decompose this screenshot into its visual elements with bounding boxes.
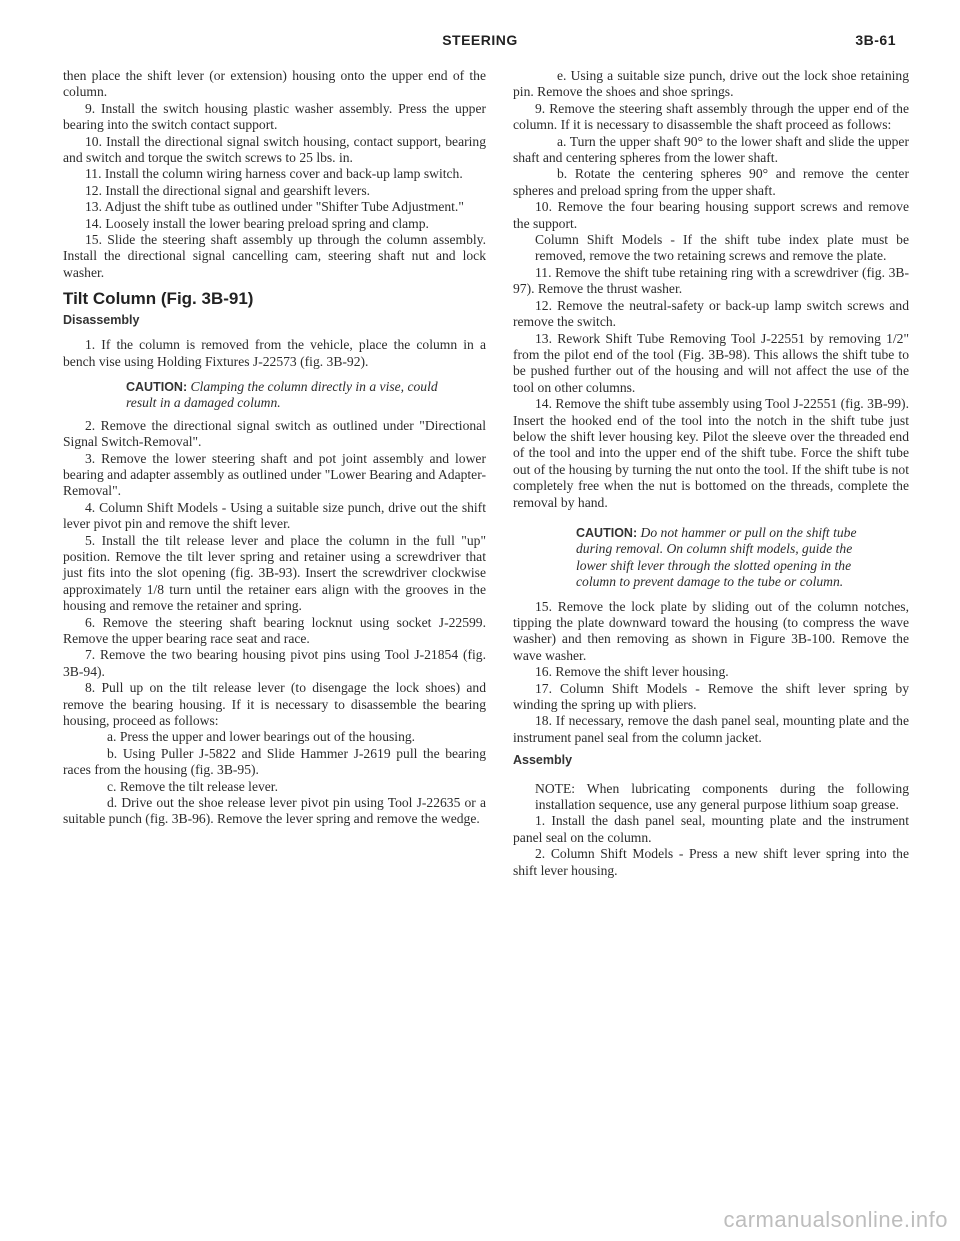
caution-label: CAUTION: xyxy=(126,379,188,394)
step: 1. Install the dash panel seal, mounting plate and the instrument panel seal on the column. xyxy=(513,813,909,845)
note: NOTE: When lubricating components during the following installation sequence, use any general purpose lithium soap grease. xyxy=(535,780,909,813)
substep: b. Using Puller J-5822 and Slide Hammer J-2619 pull the bearing races from the housing (fig. 3B-95). xyxy=(63,745,486,778)
step: 15. Slide the steering shaft assembly up through the column assembly. Install the directional signal cancelling cam, steering shaft nut and lock washer. xyxy=(63,232,486,280)
substep: d. Drive out the shoe release lever pivot pin using Tool J-22635 or a suitable punch (fig. 3B-96). Remove the lever spring and remove the wedge. xyxy=(63,795,486,827)
page-header xyxy=(0,32,960,54)
caution-text: Do not hammer or pull on the shift tube during removal. On column shift models, guide the lower shift lever through the slotted opening in the column to prevent damage to the tube or column. xyxy=(576,524,857,590)
step: 12. Install the directional signal and gearshift levers. xyxy=(85,182,371,198)
caution-label: CAUTION: xyxy=(576,525,638,540)
step: 8. Pull up on the tilt release lever (to disengage the lock shoes) and remove the bearing housing. If it is necessary to disassemble the bearing housing, proceed as follows: xyxy=(63,680,486,729)
step: 16. Remove the shift lever housing. xyxy=(535,664,729,680)
step: 5. Install the tilt release lever and place the column in the full "up" position. Remove the tilt lever spring and retainer using a screwdriver that just fits into the slot opening (fig. 3B-93). Insert the screwdriver clockwise approximately 1/8 turn until the retainer ears align with the grooves in the housing and remove the retainer and spring. xyxy=(63,532,486,614)
step: 2. Column Shift Models - Press a new shift lever spring into the shift lever housing. xyxy=(513,846,909,878)
step: 18. If necessary, remove the dash panel seal, mounting plate and the instrument panel seal from the column jacket. xyxy=(513,713,909,745)
step: 13. Adjust the shift tube as outlined under "Shifter Tube Adjustment." xyxy=(85,199,464,215)
caution-block xyxy=(63,379,486,412)
step: 9. Remove the steering shaft assembly through the upper end of the column. If it is necessary to disassemble the shaft proceed as follows: xyxy=(513,100,909,133)
left-column xyxy=(63,68,486,828)
step: 11. Install the column wiring harness cover and back-up lamp switch. xyxy=(85,166,463,182)
step: 11. Remove the shift tube retaining ring with a screwdriver (fig. 3B-97). Remove the thrust washer. xyxy=(513,264,909,297)
step: 14. Remove the shift tube assembly using Tool J-22551 (fig. 3B-99). Insert the hooked end of the tool into the notch in the shift tube just below the shift lever housing key. Pilot the sleeve over the threaded end of the tool and into the upper end of the shift tube. Force the shift tube out of the housing by turning the nut onto the tool. If the shift tube is not completely free when the nut is bottomed on the threads, complete the removal by hand. xyxy=(513,396,909,510)
substep: c. Remove the tilt release lever. xyxy=(107,778,278,794)
section-title: Tilt Column (Fig. 3B-91) xyxy=(63,289,254,309)
step: 12. Remove the neutral-safety or back-up lamp switch screws and remove the switch. xyxy=(513,297,909,330)
step: 6. Remove the steering shaft bearing locknut using socket J-22599. Remove the upper bearing race seat and race. xyxy=(63,614,486,646)
step: 14. Loosely install the lower bearing preload spring and clamp. xyxy=(85,215,429,231)
right-column xyxy=(513,68,909,879)
paragraph: then place the shift lever (or extension) housing onto the upper end of the column. xyxy=(63,68,486,100)
page-number: 3B-61 xyxy=(855,32,896,48)
step: 9. Install the switch housing plastic washer assembly. Press the upper bearing into the switch contact support. xyxy=(63,100,486,133)
substep: a. Turn the upper shaft 90° to the lower shaft and slide the upper shaft and centering spheres from the lower shaft. xyxy=(513,133,909,166)
watermark: carmanualsonline.info xyxy=(723,1207,948,1232)
step: 1. If the column is removed from the vehicle, place the column in a bench vise using Holding Fixtures J-22573 (fig. 3B-92). xyxy=(63,337,486,369)
step: 13. Rework Shift Tube Removing Tool J-22551 by removing 1/2" from the pilot end of the tool (Fig. 3B-98). This allows the shift tube to be pushed further out of the housing and will not affect the use of the tool on other columns. xyxy=(513,330,909,395)
substep: e. Using a suitable size punch, drive out the lock shoe retaining pin. Remove the shoes and shoe springs. xyxy=(513,68,909,100)
column-shift-note: Column Shift Models - If the shift tube index plate must be removed, remove the two retaining screws and remove the plate. xyxy=(535,232,909,264)
caution-block xyxy=(513,525,909,591)
step: 10. Install the directional signal switch housing, contact support, bearing and switch and torque the switch screws to 25 lbs. in. xyxy=(63,133,486,166)
step: 15. Remove the lock plate by sliding out of the column notches, tipping the plate downward toward the housing (to compress the wave washer) and then removing as shown in Figure 3B-100. Remove the wave washer. xyxy=(513,598,909,663)
substep: b. Rotate the centering spheres 90° and remove the center spheres and preload spring from the upper shaft. xyxy=(513,166,909,198)
page-title: STEERING xyxy=(442,32,518,48)
step: 4. Column Shift Models - Using a suitable size punch, drive out the shift lever pivot pin and remove the shift lever. xyxy=(63,499,486,532)
step: 17. Column Shift Models - Remove the shift lever spring by winding the spring up with pliers. xyxy=(513,680,909,713)
step: 7. Remove the two bearing housing pivot pins using Tool J-21854 (fig. 3B-94). xyxy=(63,647,486,679)
step: 10. Remove the four bearing housing support screws and remove the support. xyxy=(513,199,909,231)
step: 2. Remove the directional signal switch as outlined under "Directional Signal Switch-Removal". xyxy=(63,417,486,450)
caution-text: Clamping the column directly in a vise, could result in a damaged column. xyxy=(126,378,438,411)
subsection-title: Disassembly xyxy=(63,312,140,327)
step: 3. Remove the lower steering shaft and pot joint assembly and lower bearing and adapter assembly as outlined under "Lower Bearing and Adapter-Removal". xyxy=(63,450,486,499)
subsection-title: Assembly xyxy=(513,753,573,768)
substep: a. Press the upper and lower bearings out of the housing. xyxy=(107,729,416,745)
